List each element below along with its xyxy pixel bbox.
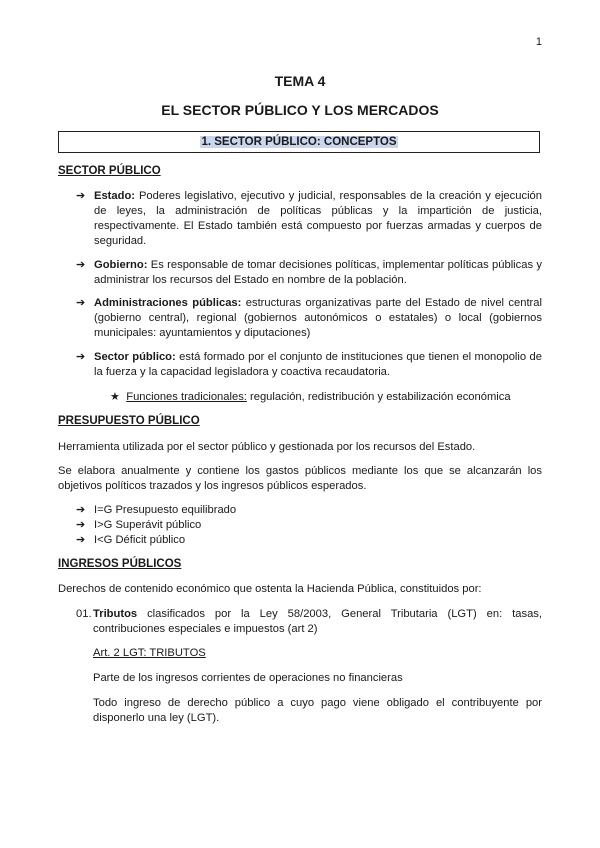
arrow-icon: ➔ — [76, 504, 86, 516]
numbered-item-tributos — [76, 607, 542, 637]
term-tributos: Tributos — [93, 608, 138, 620]
star-label: Funciones tradicionales: — [126, 391, 247, 403]
arrow-icon: ➔ — [76, 534, 86, 546]
desc-gobierno: Es responsable de tomar decisiones políticas, implementar políticas públicas y administrar los recursos del Estado en nombre de la población. — [94, 259, 542, 286]
desc-tributos: clasificados por la Ley 58/2003, General Tributaria (LGT) en: tasas, contribuciones especiales e impuestos (art 2) — [93, 608, 542, 635]
desc-estado: Poderes legislativo, ejecutivo y judicial, responsables de la creación y ejecución de leyes, la administración de políticas públicas y la impartición de justicia, respectivamente. El Estado también está compuesto por fuerzas armadas y cuerpos de seguridad. — [94, 190, 542, 247]
heading-sector-publico: SECTOR PÚBLICO — [58, 165, 161, 177]
list-item-sector-publico — [76, 350, 542, 380]
desc-administraciones: estructuras organizativas parte del Estado de nivel central (gobierno central), regional (gobiernos autonómicos o estatales) o local (gobiernos municipales: ayuntamientos y diputaciones) — [94, 297, 542, 339]
list-item: ➔ I=G Presupuesto equilibrado — [76, 504, 237, 516]
term-gobierno: Gobierno: — [94, 259, 148, 271]
ingresos-p1: Derechos de contenido económico que ostenta la Hacienda Pública, constituidos por: — [58, 583, 482, 595]
term-administraciones: Administraciones públicas: — [94, 297, 242, 309]
page-number: 1 — [535, 36, 542, 48]
list-item-gobierno — [76, 258, 542, 288]
star-item — [110, 390, 511, 405]
arrow-icon: ➔ — [76, 190, 86, 202]
section-box-label: 1. SECTOR PÚBLICO: CONCEPTOS — [201, 136, 397, 148]
term-estado: Estado: — [94, 190, 136, 202]
art-p1: Parte de los ingresos corrientes de operaciones no financieras — [93, 672, 403, 684]
topic-number: TEMA 4 — [274, 73, 326, 89]
art-heading: Art. 2 LGT: TRIBUTOS — [93, 647, 206, 659]
heading-presupuesto: PRESUPUESTO PÚBLICO — [58, 415, 200, 427]
arrow-icon: ➔ — [76, 297, 86, 309]
arrow-icon: ➔ — [76, 351, 86, 363]
list-item-administraciones — [76, 296, 542, 341]
presupuesto-p1: Herramienta utilizada por el sector público y gestionada por los recursos del Estado. — [58, 441, 476, 453]
art-p2: Todo ingreso de derecho público a cuyo pago viene obligado el contribuyente por disponerlo una ley (LGT). — [93, 697, 542, 724]
list-item-estado — [76, 189, 542, 249]
star-text: regulación, redistribución y estabilización económica — [246, 391, 511, 403]
heading-ingresos: INGRESOS PÚBLICOS — [58, 558, 182, 570]
list-item: ➔ I<G Déficit público — [76, 534, 186, 546]
section-box — [58, 131, 540, 153]
desc-sector-publico: está formado por el conjunto de instituciones que tienen el monopolio de la fuerza y la capacidad legisladora y coactiva recaudatoria. — [94, 351, 542, 378]
arrow-icon: ➔ — [76, 259, 86, 271]
item-number: 01. — [76, 608, 92, 620]
presupuesto-p2: Se elabora anualmente y contiene los gastos públicos mediante los que se alcanzarán los objetivos políticos trazados y los ingresos públicos esperados. — [58, 465, 542, 492]
page-title: EL SECTOR PÚBLICO Y LOS MERCADOS — [161, 102, 439, 118]
star-icon: ★ — [110, 391, 121, 403]
term-sector-publico: Sector público: — [94, 351, 176, 363]
arrow-icon: ➔ — [76, 519, 86, 531]
list-item: ➔ I>G Superávit público — [76, 519, 202, 531]
